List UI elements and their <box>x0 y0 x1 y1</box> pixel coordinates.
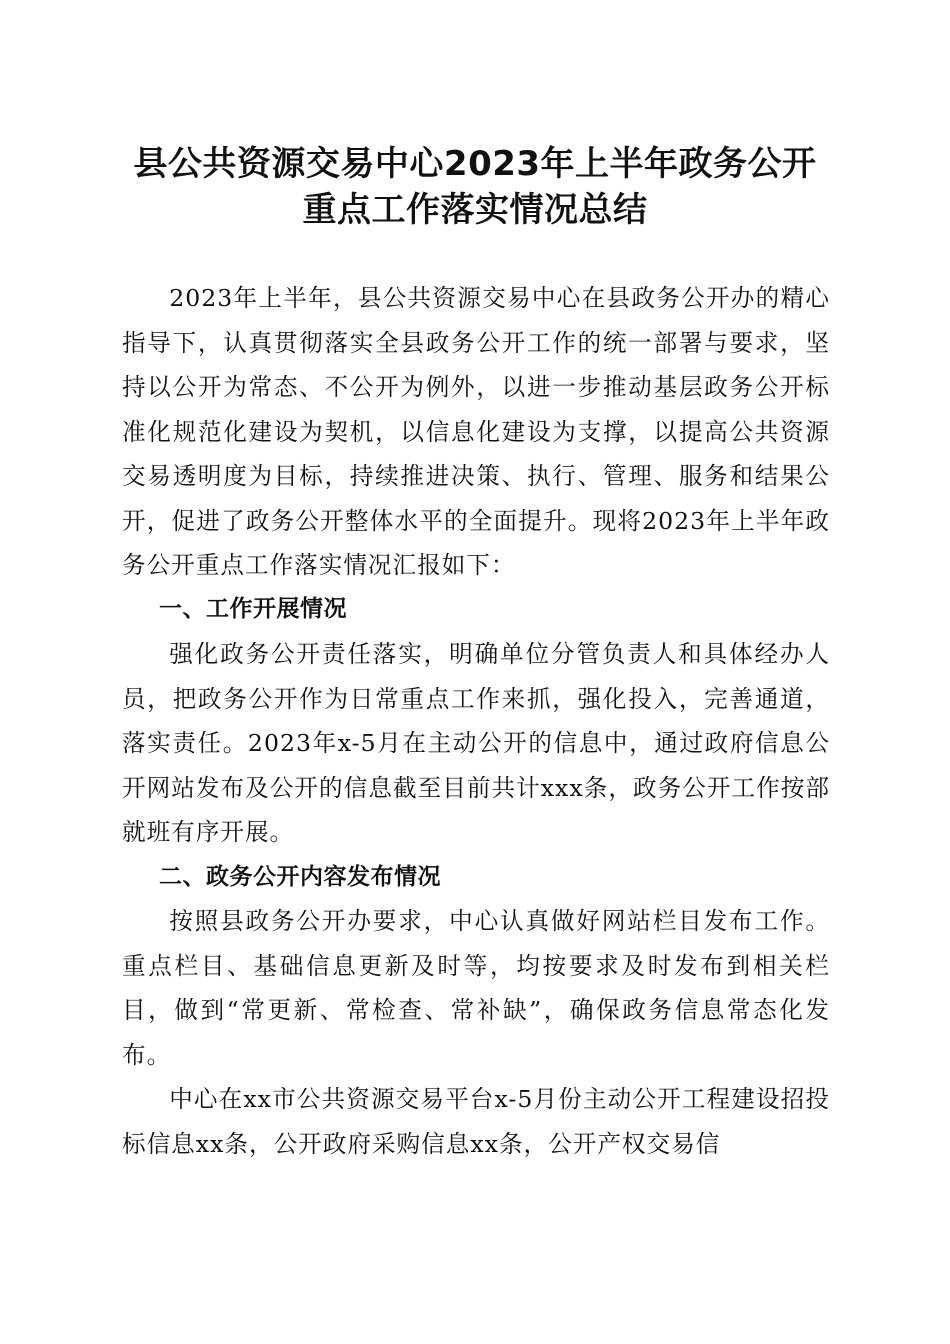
document-title-line2: 重点工作落实情况总结 <box>302 190 648 230</box>
section2-paragraph2: 中心在xx市公共资源交易平台x-5月份主动公开工程建设招投标信息xx条，公开政府采购信息xx条，公开产权交易信 <box>122 1085 830 1158</box>
section1-heading: 一、工作开展情况 <box>159 596 347 622</box>
intro-paragraph: 2023年上半年，县公共资源交易中心在县政务公开办的精心指导下，认真贯彻落实全县政务公开工作的统一部署与要求，坚持以公开为常态、不公开为例外，以进一步推动基层政务公开标准化规范化建设为契机，以信息化建设为支撑，以提高公共资源交易透明度为目标，持续推进决策、执行、管理、服务和结果公开，促进了政务公开整体水平的全面提升。现将2023年上半年政务公开重点工作落实情况汇报如下： <box>122 284 830 579</box>
section2-paragraph1: 按照县政务公开办要求，中心认真做好网站栏目发布工作。重点栏目、基础信息更新及时等，均按要求及时发布到相关栏目，做到“常更新、常检查、常补缺”，确保政务信息常态化发布。 <box>122 907 830 1069</box>
section2-heading: 二、政务公开内容发布情况 <box>159 864 441 890</box>
document-title-line1: 县公共资源交易中心2023年上半年政务公开 <box>133 144 817 184</box>
section1-paragraph: 强化政务公开责任落实，明确单位分管负责人和具体经办人员，把政务公开作为日常重点工作来抓，强化投入，完善通道，落实责任。2023年x-5月在主动公开的信息中，通过政府信息公开网站发布及公开的信息截至目前共计xxx条，政务公开工作按部就班有序开展。 <box>122 640 830 846</box>
